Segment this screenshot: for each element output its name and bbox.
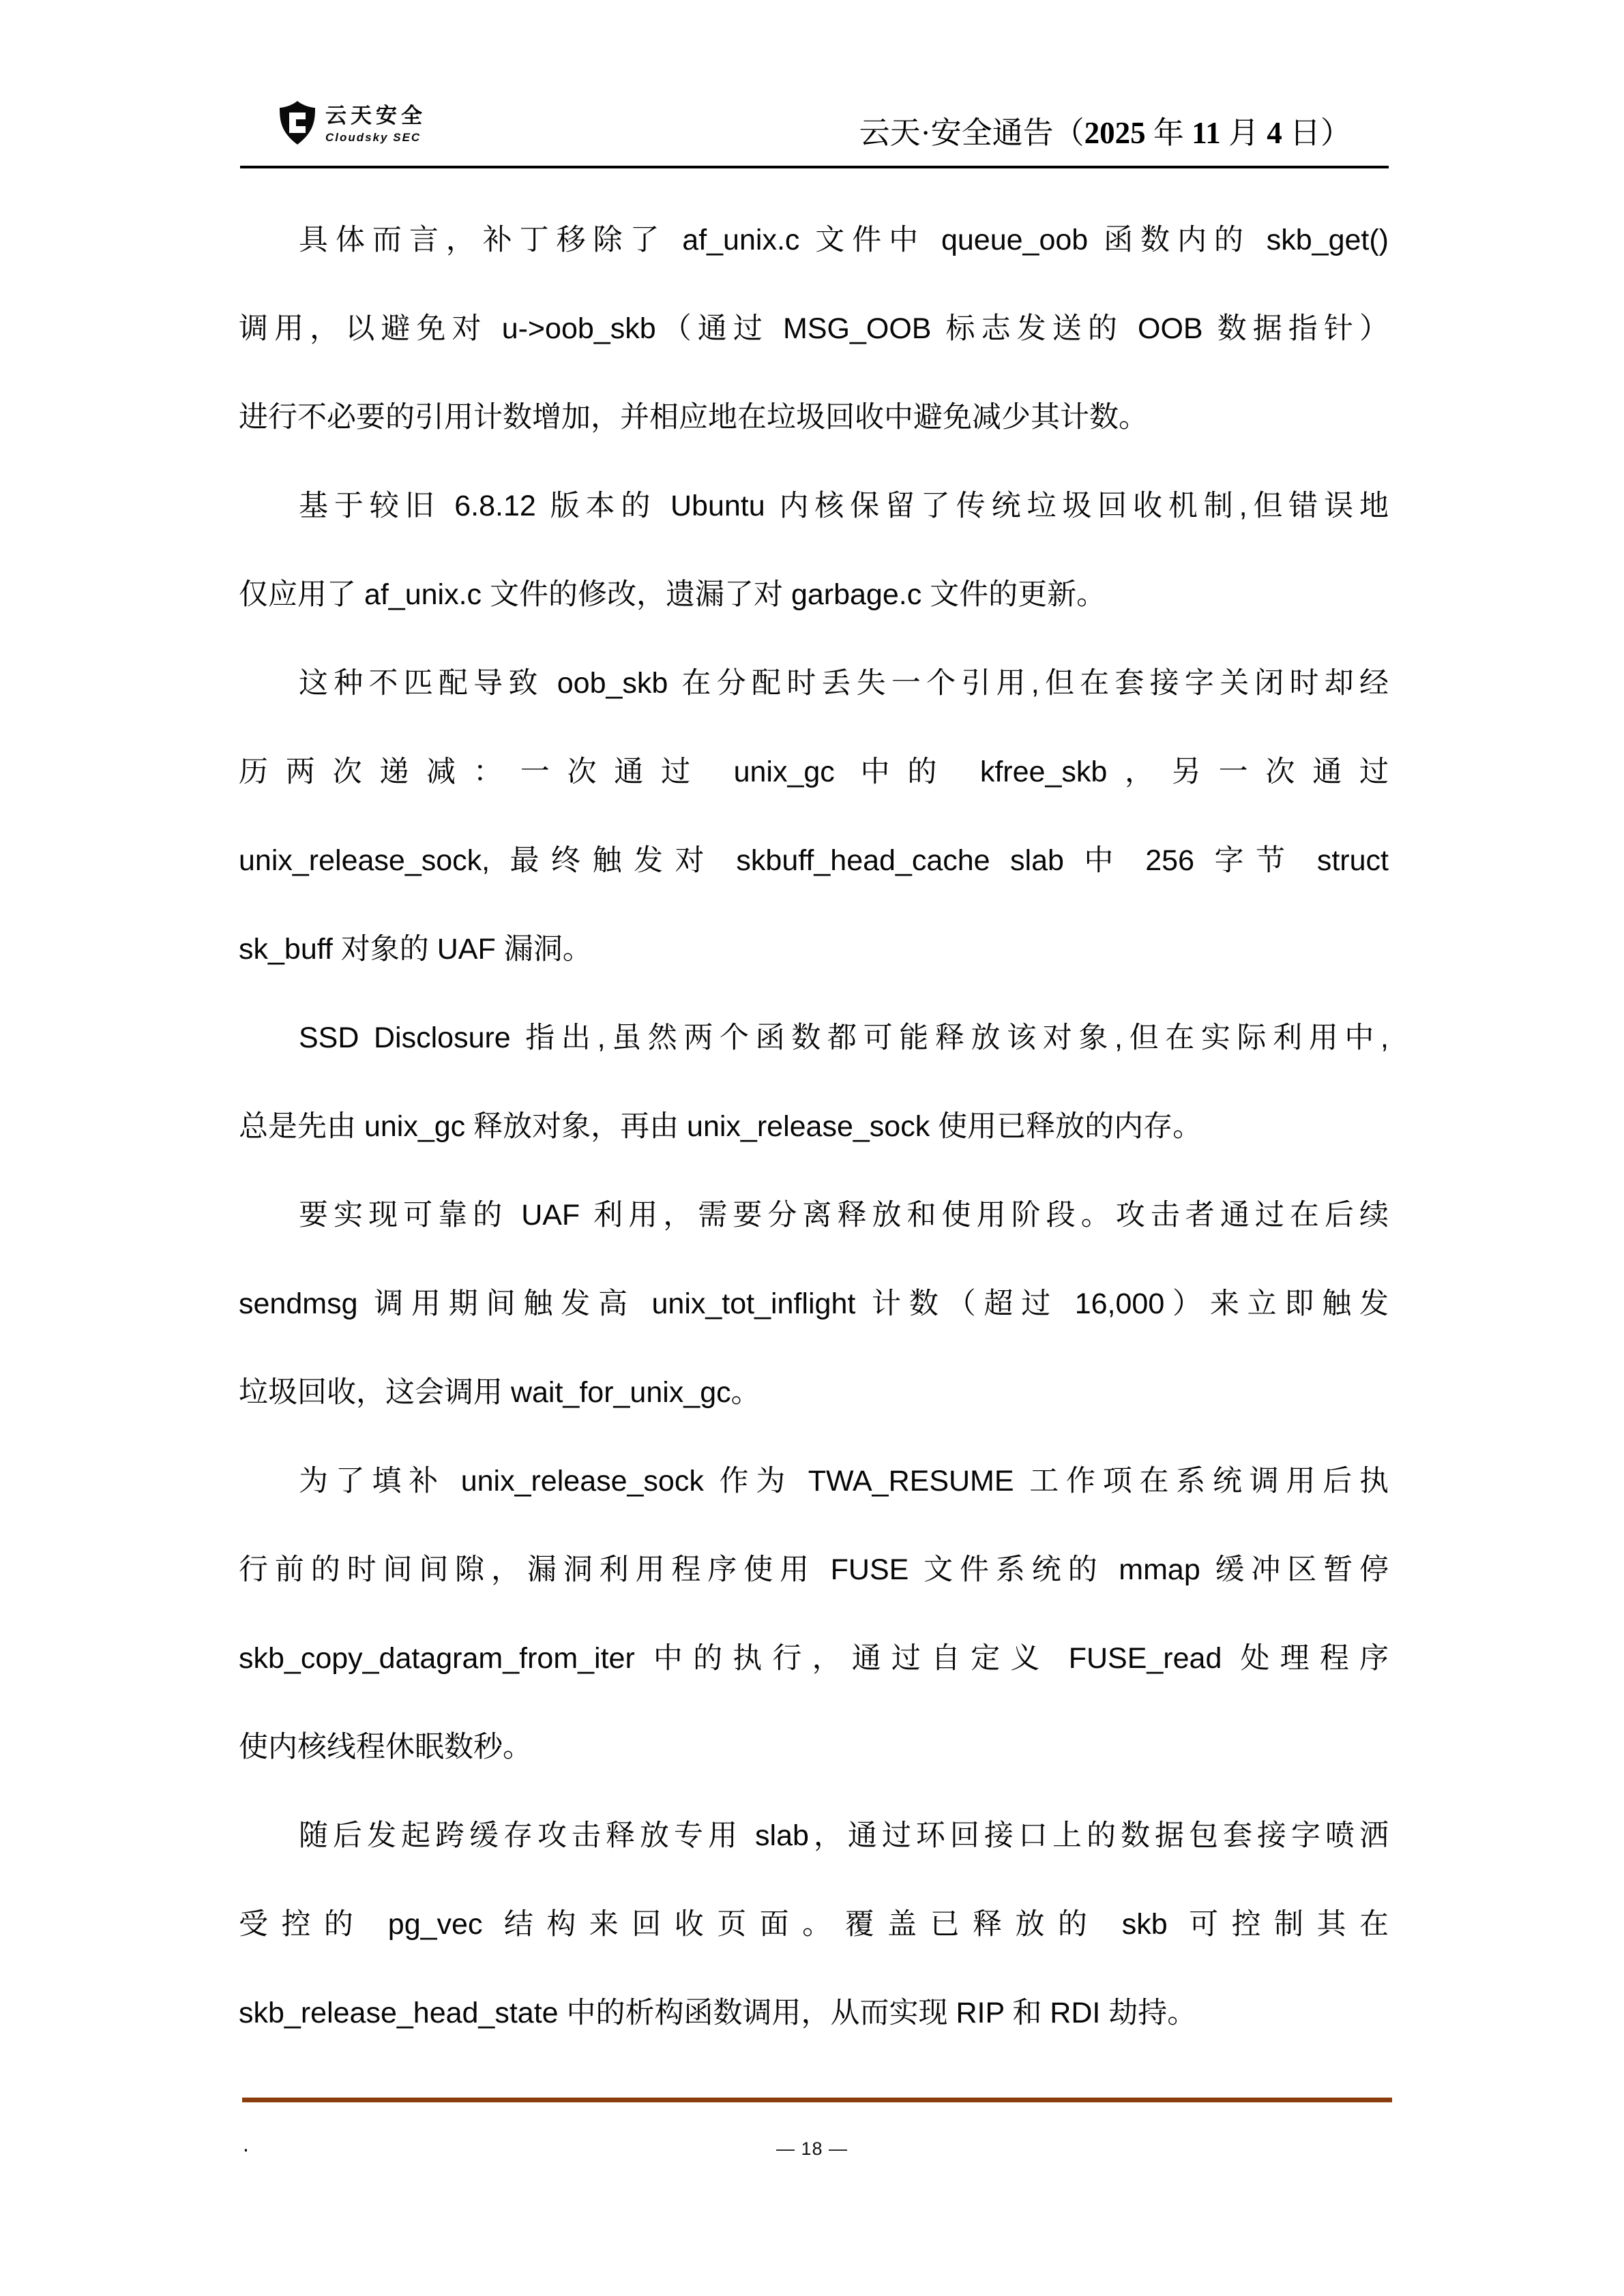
page-header-title xyxy=(859,118,1351,149)
header-title-month-unit: 月 xyxy=(1220,116,1267,150)
paragraph-line: 为了填补 unix_release_sock 作为 TWA_RESUME 工作项在系统调用后执 xyxy=(299,1465,1389,1497)
paragraph-line: 使内核线程休眠数秒。 xyxy=(239,1731,532,1763)
header-title-day-unit: 日） xyxy=(1282,116,1351,150)
paragraph-line: 随后发起跨缓存攻击释放专用 slab，通过环回接口上的数据包套接字喷洒 xyxy=(299,1819,1389,1852)
paragraph xyxy=(239,1791,1389,2057)
paragraph-line: 要实现可靠的 UAF 利用，需要分离释放和使用阶段。攻击者通过在后续 xyxy=(299,1199,1389,1232)
header-title-day: 4 xyxy=(1267,116,1282,150)
logo-text xyxy=(325,100,426,145)
paragraph-line: 受控的 pg_vec 结构来回收页面。覆盖已释放的 skb 可控制其在 xyxy=(239,1908,1389,1941)
paragraph-line: 具体而言，补丁移除了 af_unix.c 文件中 queue_oob 函数内的 skb_get() xyxy=(299,224,1389,256)
cloudsky-logo xyxy=(278,100,426,145)
logo-name-cn: 云天安全 xyxy=(325,104,426,128)
stray-period-mark: . xyxy=(243,2132,249,2156)
paragraph-line: 行前的时间间隙，漏洞利用程序使用 FUSE 文件系统的 mmap 缓冲区暂停 xyxy=(239,1553,1389,1586)
paragraph xyxy=(239,1437,1389,1791)
paragraph-line: skb_copy_datagram_from_iter 中的执行，通过自定义 FUSE_read 处理程序 xyxy=(239,1642,1389,1675)
paragraph-line: 调用，以避免对 u->oob_skb（通过 MSG_OOB 标志发送的 OOB 数据指针） xyxy=(239,312,1389,345)
footer-divider-rule xyxy=(242,2098,1392,2102)
paragraph xyxy=(239,994,1389,1171)
header-title-year-unit: 年 xyxy=(1145,116,1192,150)
paragraph-line: 基于较旧 6.8.12 版本的 Ubuntu 内核保留了传统垃圾回收机制,但错误地 xyxy=(299,490,1389,522)
header-divider-rule xyxy=(240,166,1389,168)
page-number: — 18 — xyxy=(776,2138,848,2159)
paragraph-line: 仅应用了 af_unix.c 文件的修改，遗漏了对 garbage.c 文件的更新。 xyxy=(239,578,1106,611)
paragraph-line: sendmsg 调用期间触发高 unix_tot_inflight 计数（超过 16,000）来立即触发 xyxy=(239,1287,1389,1320)
header-title-prefix: 云天·安全通告（ xyxy=(859,116,1084,150)
paragraph-line: 垃圾回收，这会调用 wait_for_unix_gc。 xyxy=(239,1376,761,1409)
paragraph-line: 总是先由 unix_gc 释放对象，再由 unix_release_sock 使用已释放的内存。 xyxy=(239,1110,1202,1143)
header-title-month: 11 xyxy=(1192,116,1221,150)
shield-c-icon xyxy=(278,100,316,145)
header-title-year: 2025 xyxy=(1084,116,1146,150)
paragraph-line: unix_release_sock, 最终触发对 skbuff_head_cache slab 中 256 字节 struct xyxy=(239,844,1389,877)
paragraph-line: skb_release_head_state 中的析构函数调用，从而实现 RIP 和 RDI 劫持。 xyxy=(239,1997,1197,2029)
logo-name-en: Cloudsky SEC xyxy=(325,131,422,144)
document-body xyxy=(239,196,1389,2057)
paragraph xyxy=(239,1171,1389,1437)
paragraph-line: SSD Disclosure 指出,虽然两个函数都可能释放该对象,但在实际利用中, xyxy=(299,1022,1389,1054)
paragraph xyxy=(239,639,1389,994)
paragraph-line: 历两次递减：一次通过 unix_gc 中的 kfree_skb，另一次通过 xyxy=(239,756,1389,788)
paragraph-line: sk_buff 对象的 UAF 漏洞。 xyxy=(239,933,592,966)
paragraph-line: 这种不匹配导致 oob_skb 在分配时丢失一个引用,但在套接字关闭时却经 xyxy=(299,667,1389,700)
paragraph-line: 进行不必要的引用计数增加，并相应地在垃圾回收中避免减少其计数。 xyxy=(239,401,1148,434)
paragraph xyxy=(239,462,1389,639)
paragraph xyxy=(239,196,1389,462)
